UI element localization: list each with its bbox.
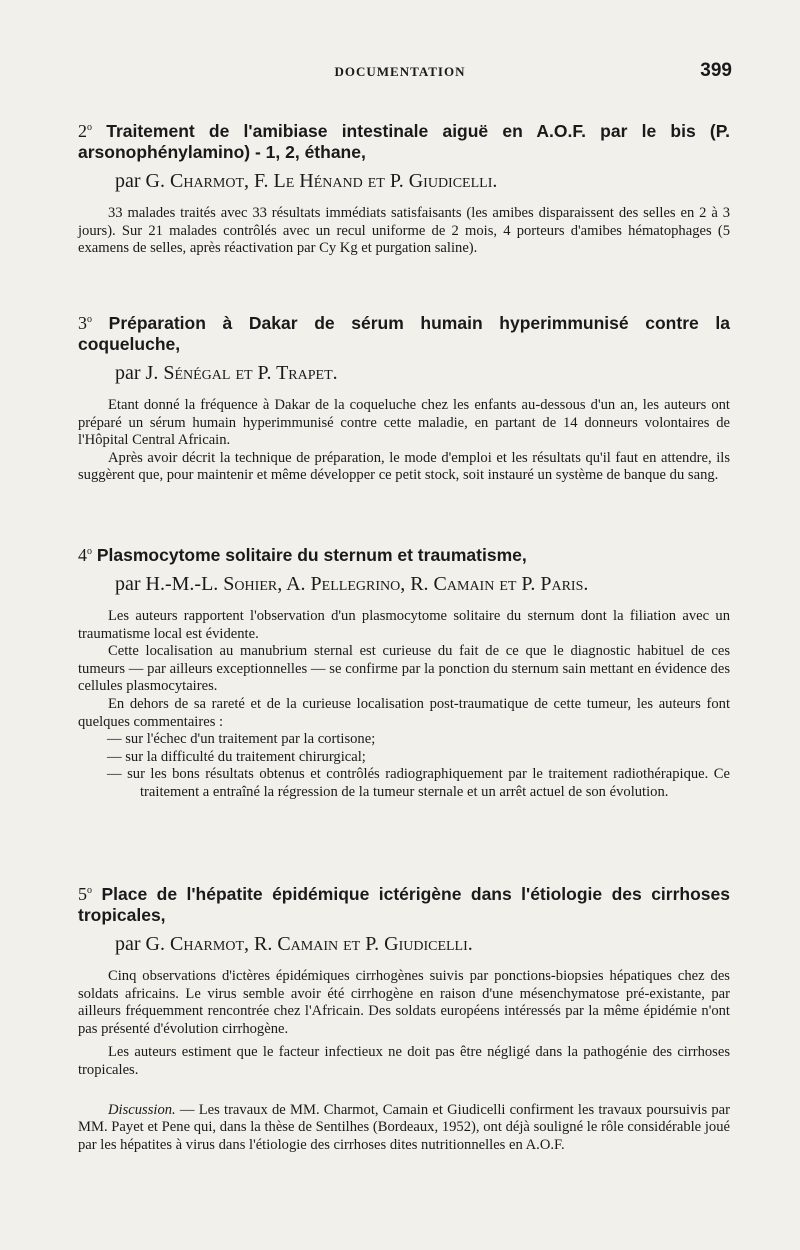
paragraph: Cette localisation au manubrium sternal est curieuse du fait de ce que le diagnostic habituel de ces tumeurs — par ailleurs exceptionnelles — se confirme par la ponction du sternum sain mettant en évidence des cellules plasmocytaires.: [78, 643, 730, 695]
section-title-text: Traitement de l'amibiase intestinale aiguë en A.O.F. par le bis (P. arsonophénylamino) - 1, 2, éthane,: [78, 121, 730, 162]
discussion-paragraph: [78, 1102, 730, 1155]
paragraph: Cinq observations d'ictères épidémiques cirrhogènes suivis par ponctions-biopsies hépatiques chez des soldats africains. Le virus semble avoir été cirrhogène en raison d'une mésenchymatose pré-existante, par ailleurs fréquemment rencontrée chez l'Africain. Des soldats européens intéressés par la même épidémie n'ont pas présenté d'évolution cirrhogène.: [78, 968, 730, 1037]
section-number: 3$^o$: [78, 313, 92, 333]
list-item: — sur la difficulté du traitement chirurgical;: [107, 748, 366, 765]
section-title: [78, 541, 730, 566]
running-title: DOCUMENTATION: [334, 64, 466, 79]
section-authors: par J. Sénégal et P. Trapet.: [115, 362, 338, 384]
section-authors: par G. Charmot, F. Le Hénand et P. Giudicelli.: [115, 170, 498, 192]
section-5: [78, 880, 730, 1154]
section-title: [78, 880, 730, 926]
section-number: 5$^o$: [78, 884, 92, 904]
section-authors: par H.-M.-L. Sohier, A. Pellegrino, R. Camain et P. Paris.: [115, 573, 589, 595]
paragraph: 33 malades traités avec 33 résultats immédiats satisfaisants (les amibes disparaissent des selles en 2 à 3 jours). Sur 21 malades contrôlés avec un recul uniforme de 2 mois, 4 porteurs d'amibes hématophages (5 examens de selles, après réactivation par Cy Kg et purgation saline).: [78, 205, 730, 257]
section-number: 4$^o$: [78, 545, 92, 565]
section-number: 2$^o$: [78, 121, 92, 141]
section-title: [78, 117, 730, 163]
section-title-text: Préparation à Dakar de sérum humain hyperimmunisé contre la coqueluche,: [78, 313, 730, 354]
paragraph: Les auteurs rapportent l'observation d'un plasmocytome solitaire du sternum dont la filiation avec un traumatisme local est évidente.: [78, 608, 730, 642]
discussion-label: Discussion.: [108, 1101, 176, 1118]
list-item: — sur l'échec d'un traitement par la cortisone;: [107, 731, 376, 748]
discussion-text: — Les travaux de MM. Charmot, Camain et Giudicelli confirment les travaux poursuivis par MM. Payet et Pene qui, dans la thèse de Sentilhes (Bordeaux, 1952), ont déjà souligné le rôle considérable joué par les hépatites à virus dans l'étiologie des cirrhoses dites nutritionnelles en A.O.F.: [78, 1101, 730, 1153]
paragraph: En dehors de sa rareté et de la curieuse localisation post-traumatique de cette tumeur, les auteurs font quelques commentaires :: [78, 695, 730, 730]
section-4: [78, 541, 730, 802]
paragraph: Après avoir décrit la technique de préparation, le mode d'emploi et les résultats qu'il faut en attendre, ils suggèrent que, pour maintenir et même développer ce petit stock, soit instauré un système de banque du sang.: [78, 449, 730, 484]
section-title-text: Place de l'hépatite épidémique ictérigène dans l'étiologie des cirrhoses tropicales,: [78, 884, 730, 925]
section-3: [78, 309, 730, 485]
paragraph: Les auteurs estiment que le facteur infectieux ne doit pas être négligé dans la pathogénie des cirrhoses tropicales.: [78, 1044, 730, 1078]
page-number: 399: [700, 60, 732, 81]
section-2: [78, 117, 730, 258]
paragraph: Etant donné la fréquence à Dakar de la coqueluche chez les enfants au-dessous d'un an, les auteurs ont préparé un sérum humain hyperimmunisé contre cette maladie, en partant de 14 donneurs volontaires de l'Hôpital Central Africain.: [78, 397, 730, 449]
section-authors: par G. Charmot, R. Camain et P. Giudicelli.: [115, 933, 473, 955]
page-header: [0, 60, 800, 84]
list-item: — sur les bons résultats obtenus et contrôlés radiographiquement par le traitement radiothérapique. Ce traitement a entraîné la régression de la tumeur sternale et un arrêt actuel de son évolution.: [107, 766, 730, 800]
section-title-text: Plasmocytome solitaire du sternum et traumatisme,: [96, 545, 527, 565]
section-title: [78, 309, 730, 355]
